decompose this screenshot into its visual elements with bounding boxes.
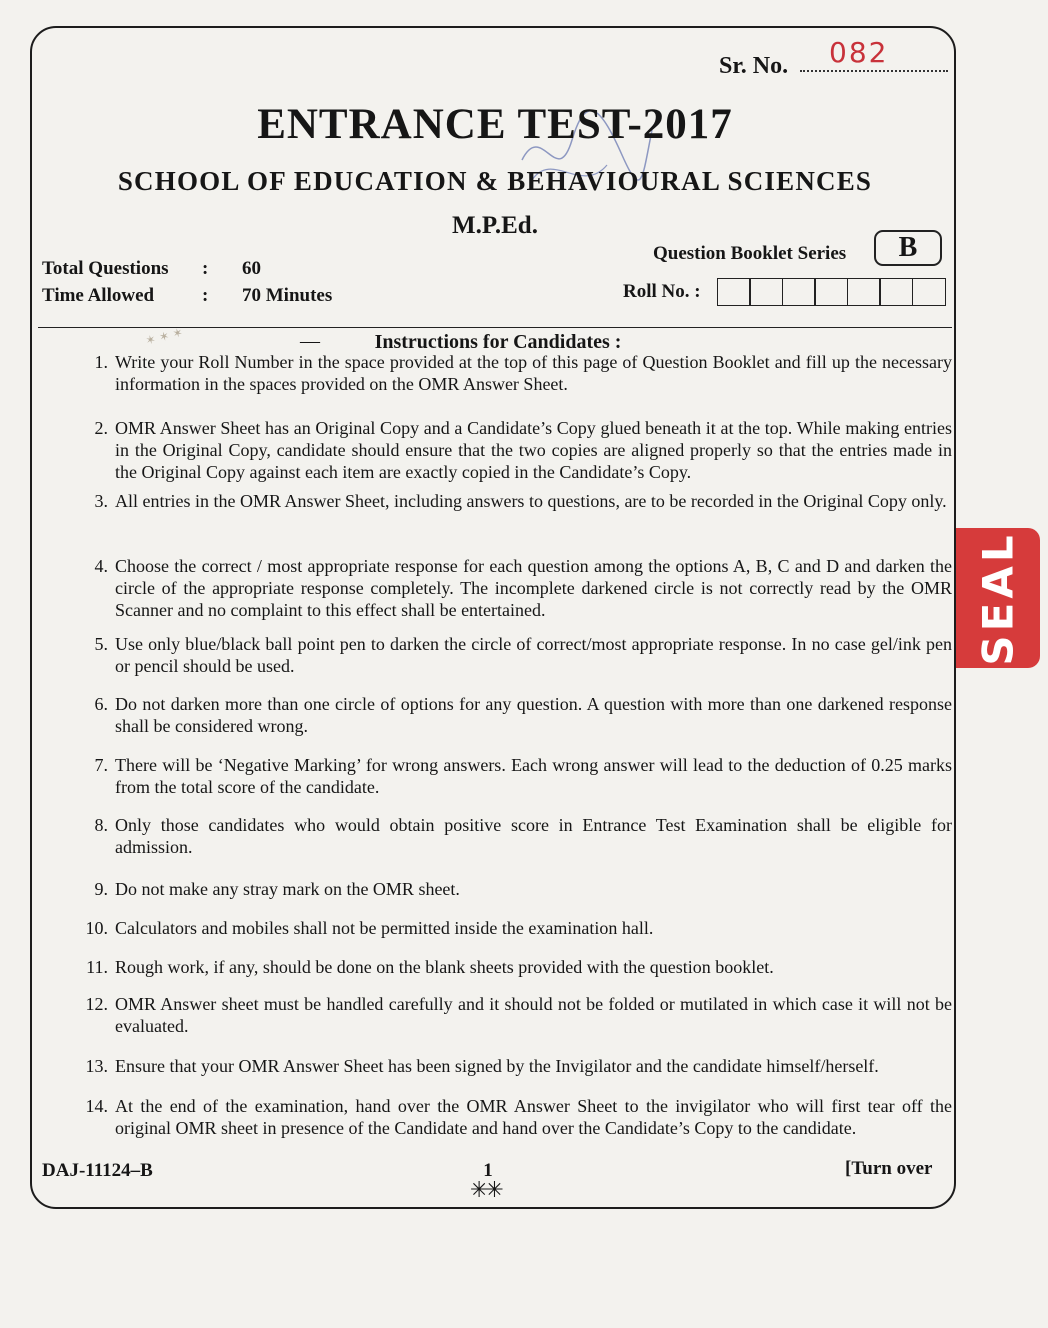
instruction-text: Rough work, if any, should be done on the blank sheets provided with the question booklet. — [115, 957, 774, 977]
instruction-item — [68, 351, 952, 395]
roll-number-label: Roll No. : — [623, 281, 701, 302]
instruction-item — [68, 633, 952, 677]
instruction-text: Use only blue/black ball point pen to darken the circle of correct/most appropriate response. In no case gel/ink pen or pencil should be used. — [115, 634, 952, 676]
instruction-number: 8. — [94, 815, 108, 835]
instruction-item — [68, 1055, 952, 1077]
seal-label-wrap — [956, 528, 1040, 668]
instruction-text: Do not make any stray mark on the OMR sheet. — [115, 879, 460, 899]
instruction-text: Ensure that your OMR Answer Sheet has been signed by the Invigilator and the candidate himself/herself. — [115, 1056, 879, 1076]
roll-number-digit-box[interactable] — [912, 278, 946, 306]
instruction-number: 13. — [85, 1056, 108, 1076]
degree-name: M.P.Ed. — [452, 212, 538, 239]
instruction-number: 10. — [85, 918, 108, 938]
page-title: ENTRANCE TEST-2017 — [257, 101, 733, 148]
roll-number-boxes[interactable] — [718, 278, 946, 306]
instruction-number: 3. — [94, 491, 108, 511]
instruction-number: 9. — [94, 879, 108, 899]
time-allowed-label: Time Allowed — [42, 285, 155, 306]
instruction-number: 12. — [85, 994, 108, 1014]
seal-label: SEAL — [973, 530, 1023, 666]
total-questions-row — [42, 258, 261, 280]
page-number: 1 — [483, 1160, 493, 1181]
total-questions-value: 60 — [242, 258, 261, 279]
roll-number-digit-box[interactable] — [879, 278, 913, 306]
instruction-number: 2. — [94, 418, 108, 438]
instruction-text: Write your Roll Number in the space provided at the top of this page of Question Booklet and fill up the necessary information in the spaces provided on the OMR Answer Sheet. — [115, 352, 952, 394]
roll-number-digit-box[interactable] — [717, 278, 751, 306]
dash-mark: — — [300, 330, 320, 352]
instruction-text: At the end of the examination, hand over the OMR Answer Sheet to the invigilator who will first tear off the original OMR sheet in presence of the Candidate and hand over the Candidate’s Copy to the candidate. — [115, 1096, 952, 1138]
time-allowed-row — [42, 285, 332, 307]
roll-number-digit-box[interactable] — [782, 278, 816, 306]
instruction-number: 14. — [85, 1096, 108, 1116]
serial-number-label: Sr. No. — [719, 53, 789, 79]
instruction-item — [68, 555, 952, 621]
school-name: SCHOOL OF EDUCATION & BEHAVIOURAL SCIENCES — [117, 166, 873, 196]
instruction-text: Choose the correct / most appropriate response for each question among the options A, B, C and D and darken the circle of the appropriate response completely. The incomplete darkened circle is not correctly read by the OMR Scanner and no complaint to this effect shall be entertained. — [115, 556, 952, 620]
faint-stamp-mark: ✶ ✶ ✶ — [144, 325, 185, 348]
instruction-number: 4. — [94, 556, 108, 576]
instruction-text: OMR Answer sheet must be handled carefully and it should not be folded or mutilated in which case it will not be evaluated. — [115, 994, 952, 1036]
instruction-text: OMR Answer Sheet has an Original Copy and a Candidate’s Copy glued beneath it at the top. While making entries in the Original Copy, candidate should ensure that the two copies are aligned properly so that the entries made in the Original Copy against each item are exactly copied in the Candidate’s Copy. — [115, 418, 952, 482]
serial-number-line — [800, 70, 948, 72]
time-allowed-value: 70 Minutes — [242, 285, 333, 306]
instruction-text: Do not darken more than one circle of options for any question. A question with more than one darkened response shall be considered wrong. — [115, 694, 952, 736]
instruction-number: 1. — [94, 352, 108, 372]
serial-number-value: 082 — [829, 36, 889, 69]
footer-star-marks: ✳✳ — [470, 1178, 501, 1203]
roll-number-digit-box[interactable] — [749, 278, 783, 306]
instruction-item — [68, 1095, 952, 1139]
separator: : — [202, 258, 209, 279]
instruction-item — [68, 878, 952, 900]
turn-over-note: [Turn over — [845, 1158, 933, 1179]
booklet-series-label: Question Booklet Series — [653, 243, 847, 264]
roll-number-digit-box[interactable] — [847, 278, 881, 306]
roll-number-digit-box[interactable] — [814, 278, 848, 306]
total-questions-label: Total Questions — [42, 258, 169, 279]
instruction-item — [68, 917, 952, 939]
booklet-code: DAJ-11124–B — [42, 1160, 153, 1181]
instruction-item — [68, 993, 952, 1037]
separator: : — [202, 285, 209, 306]
instruction-text: There will be ‘Negative Marking’ for wrong answers. Each wrong answer will lead to the deduction of 0.25 marks from the total score of the candidate. — [115, 755, 952, 797]
instruction-number: 11. — [86, 957, 108, 977]
booklet-series-box: B — [874, 230, 942, 266]
instruction-number: 5. — [94, 634, 108, 654]
instruction-item — [68, 490, 952, 512]
instruction-text: Only those candidates who would obtain positive score in Entrance Test Examination shall be eligible for admission. — [115, 815, 952, 857]
instruction-item — [68, 754, 952, 798]
instruction-item — [68, 417, 952, 483]
instruction-number: 7. — [94, 755, 108, 775]
instruction-text: Calculators and mobiles shall not be permitted inside the examination hall. — [115, 918, 654, 938]
instruction-number: 6. — [94, 694, 108, 714]
instruction-text: All entries in the OMR Answer Sheet, including answers to questions, are to be recorded in the Original Copy only. — [115, 491, 947, 511]
instruction-item — [68, 956, 952, 978]
instructions-heading: Instructions for Candidates : — [374, 331, 622, 353]
instruction-item — [68, 693, 952, 737]
instruction-item — [68, 814, 952, 858]
